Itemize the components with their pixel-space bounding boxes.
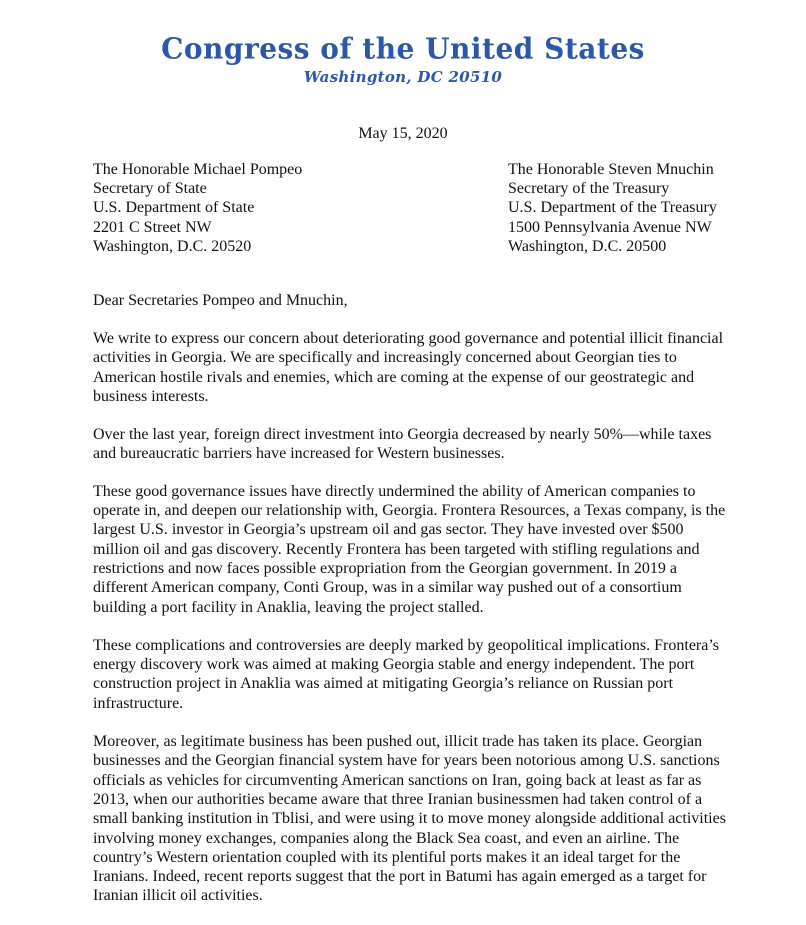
letter-date: May 15, 2020: [358, 125, 448, 142]
body-paragraph: We write to express our concern about deteriorating good governance and potential illicit financial activities in Georgia. We are specifically and increasingly concerned about Georgian ties to American hostile rivals and enemies, which are coming at the expense of our geostrategic and business interests.: [93, 330, 724, 405]
recipient-name: The Honorable Michael Pompeo: [93, 161, 303, 178]
recipient-city: Washington, D.C. 20520: [93, 237, 252, 255]
salutation: Dear Secretaries Pompeo and Mnuchin,: [93, 292, 348, 309]
body-paragraph: Moreover, as legitimate business has been pushed out, illicit trade has taken its place. Georgian businesses and the Georgian financial system have for years been notorious among U.S. sanctions officials as vehicles for circumventing American sanctions on Iran, going back at least as far as 2013, when our authorities became aware that three Iranian businessmen had taken control of a small banking institution in Tblisi, and were using it to move money alongside additional activities involving money exchanges, companies along the Black Sea coast, and even an airline. The country’s Western orientation coupled with its plentiful ports makes it an ideal target for the Iranians. Indeed, recent reports suggest that the port in Batumi has again emerged as a target for Iranian illicit oil activities.: [93, 733, 726, 905]
body-paragraph: These complications and controversies are deeply marked by geopolitical implications. Frontera’s energy discovery work was aimed at making Georgia stable and energy independent. The port construction project in Anaklia was aimed at mitigating Georgia’s reliance on Russian port infrastructure.: [93, 636, 720, 712]
recipient-title: Secretary of State: [93, 180, 207, 198]
recipient-title: Secretary of the Treasury: [508, 180, 670, 198]
body-paragraph: These good governance issues have directly undermined the ability of American companies to operate in, and deepen our relationship with, Georgia. Frontera Resources, a Texas company, is the largest U.S. investor in Georgia’s upstream oil and gas sector. They have invested over $500 million oil and gas discovery. Recently Frontera has been targeted with stifling regulations and restrictions and now faces possible expropriation from the Georgian government. In 2019 a different American company, Conti Group, was in a similar way pushed out of a consortium building a port facility in Anaklia, leaving the project stalled.: [93, 482, 726, 616]
recipient-street: 1500 Pennsylvania Avenue NW: [508, 218, 712, 236]
recipient-city: Washington, D.C. 20500: [508, 237, 667, 255]
recipient-address-right: [508, 160, 717, 256]
recipient-street: 2201 C Street NW: [93, 218, 212, 236]
recipient-department: U.S. Department of the Treasury: [508, 199, 717, 217]
body-paragraph: Over the last year, foreign direct investment into Georgia decreased by nearly 50%—while taxes and bureaucratic barriers have increased for Western businesses.: [93, 426, 712, 463]
letterhead-title: Congress of the United States: [161, 31, 645, 66]
recipient-address-left: [93, 160, 302, 256]
recipient-department: U.S. Department of State: [93, 199, 255, 217]
letterhead: [0, 31, 806, 86]
letterhead-address: Washington, DC 20510: [303, 68, 503, 86]
letter-body: [93, 329, 733, 925]
recipient-name: The Honorable Steven Mnuchin: [508, 161, 714, 178]
